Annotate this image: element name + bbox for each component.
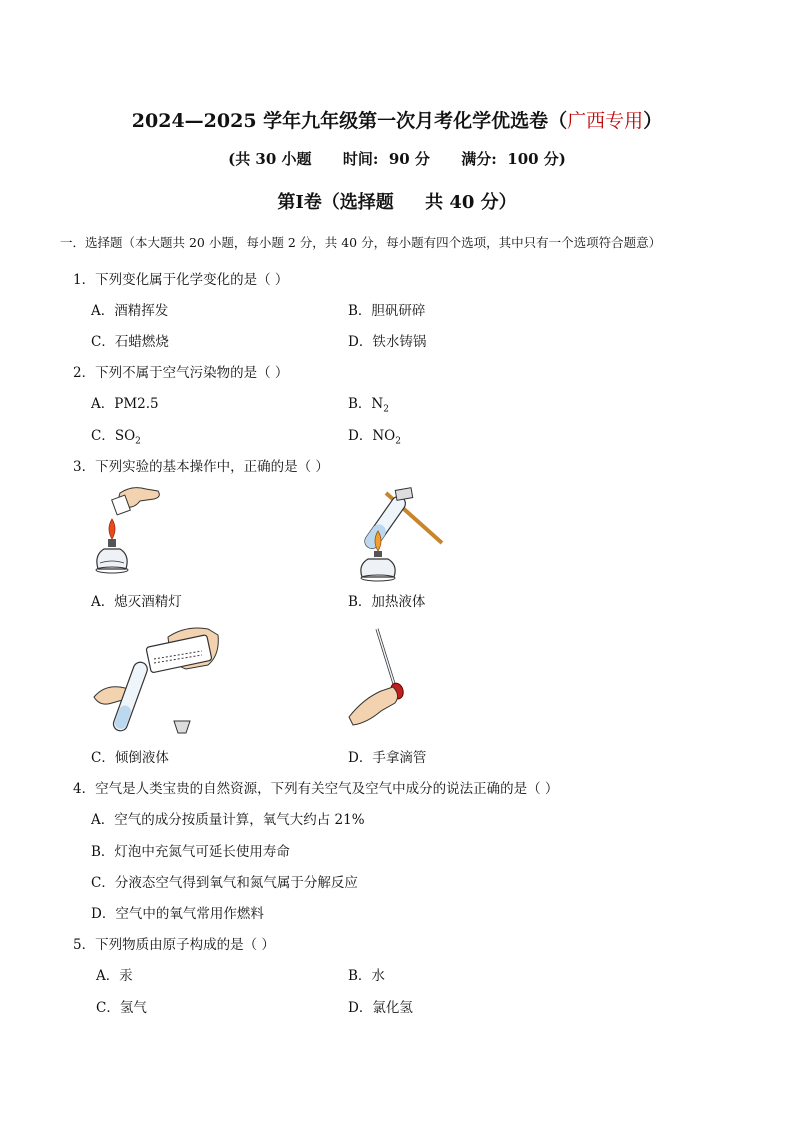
q2-option-d[interactable]	[348, 424, 401, 447]
q2-option-c-sub: 2	[135, 436, 141, 447]
question-4-stem: 4．空气是人类宝贵的自然资源，下列有关空气及空气中成分的说法正确的是（ ）	[73, 781, 559, 797]
section-instruction: 一．选择题（本大题共 20 小题，每小题 2 分，共 40 分，每小题有四个选项，其中只有一个选项符合题意）	[60, 235, 662, 250]
question-3-stem: 3．下列实验的基本操作中，正确的是（ ）	[73, 459, 329, 475]
title-region: 广西专用	[567, 110, 644, 132]
q2-option-c-text: C．SO	[91, 428, 136, 444]
figure-blow-out-lamp	[84, 483, 174, 583]
q5-option-b[interactable]: B．水	[348, 968, 385, 984]
q1-option-b[interactable]: B．胆矾研碎	[348, 303, 426, 319]
q3-option-a[interactable]: A．熄灭酒精灯	[91, 594, 182, 610]
q4-option-d[interactable]: D．空气中的氧气常用作燃料	[91, 906, 264, 922]
question-5-stem: 5．下列物质由原子构成的是（ ）	[73, 937, 275, 953]
q5-option-d[interactable]: D．氯化氢	[348, 1000, 413, 1016]
q1-option-c[interactable]: C．石蜡燃烧	[91, 334, 169, 350]
q2-option-d-sub: 2	[395, 436, 401, 447]
q2-option-b-sub: 2	[383, 404, 389, 415]
question-1-stem: 1．下列变化属于化学变化的是（ ）	[73, 272, 289, 288]
q2-option-c[interactable]	[91, 424, 141, 447]
figure-heat-liquid	[336, 483, 448, 583]
q4-option-c[interactable]: C．分液态空气得到氧气和氮气属于分解反应	[91, 875, 358, 891]
figure-hold-dropper	[345, 625, 415, 730]
q3-option-b[interactable]: B．加热液体	[348, 594, 426, 610]
q2-option-a-text: A．PM2.5	[91, 396, 159, 412]
title-close: ）	[643, 110, 663, 132]
q4-option-a[interactable]: A．空气的成分按质量计算，氧气大约占 21%	[91, 812, 365, 828]
q3-option-c[interactable]: C．倾倒液体	[91, 750, 169, 766]
q4-option-b[interactable]: B．灯泡中充氮气可延长使用寿命	[91, 844, 290, 860]
q5-option-c[interactable]: C．氢气	[96, 1000, 147, 1016]
figure-pour-liquid	[90, 625, 222, 737]
q1-option-a[interactable]: A．酒精挥发	[91, 303, 169, 319]
q1-option-d[interactable]: D．铁水铸锅	[348, 334, 427, 350]
q2-option-a[interactable]	[91, 392, 159, 412]
q5-option-a[interactable]: A．汞	[96, 968, 133, 984]
exam-info: (共 30 小题 时间: 90 分 满分: 100 分)	[228, 150, 566, 168]
page-title	[0, 106, 794, 133]
q2-option-d-text: D．NO	[348, 428, 396, 444]
question-2-stem: 2．下列不属于空气污染物的是（ ）	[73, 365, 289, 381]
q3-option-d[interactable]: D．手拿滴管	[348, 750, 427, 766]
title-main: 2024—2025 学年九年级第一次月考化学优选卷（	[131, 110, 568, 132]
section-heading: 第Ⅰ卷（选择题 共 40 分）	[277, 192, 517, 213]
q2-option-b[interactable]	[348, 392, 389, 415]
q2-option-b-text: B．N	[348, 396, 384, 412]
